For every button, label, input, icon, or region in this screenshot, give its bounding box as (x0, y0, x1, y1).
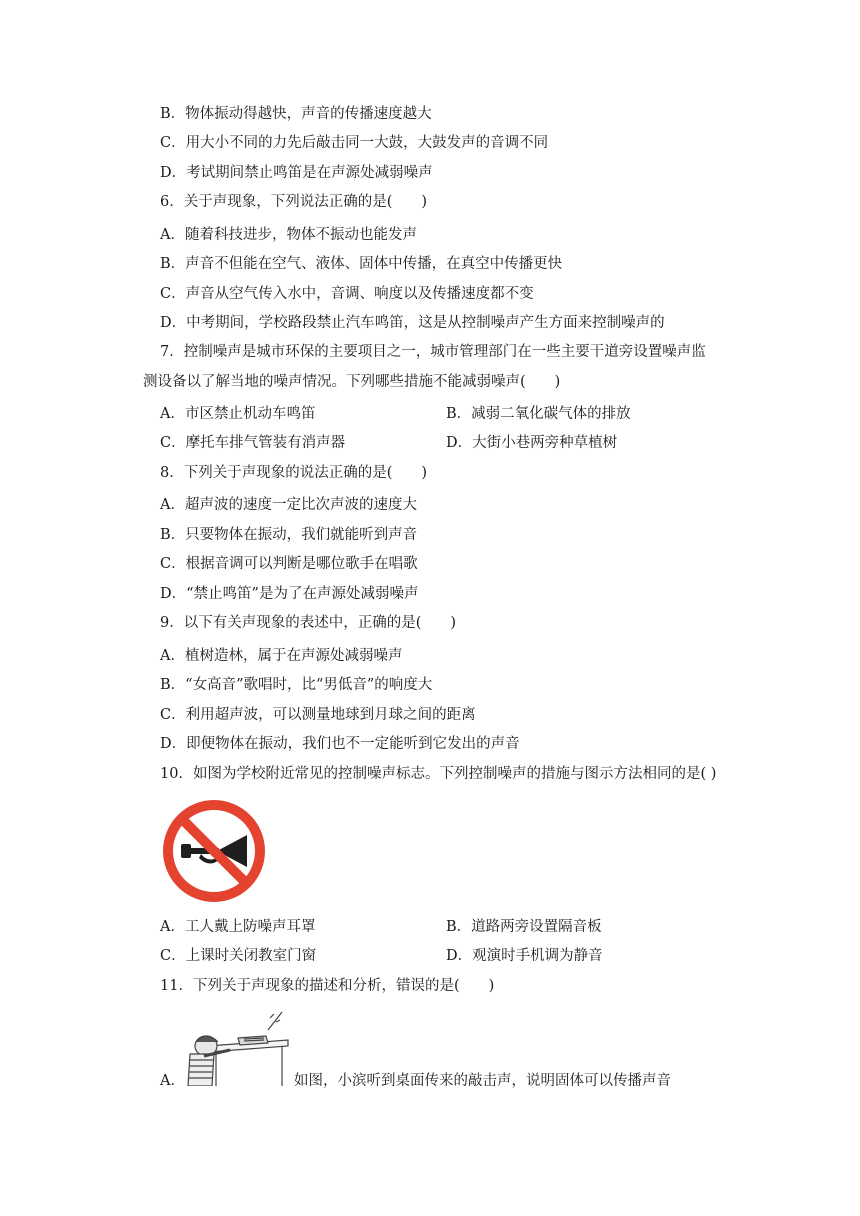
q7-option-c: C．摩托车排气管装有消声器 (160, 435, 346, 451)
q8-option-d: D．“禁止鸣笛”是为了在声源处减弱噪声 (160, 586, 419, 602)
q9-option-d: D．即便物体在振动，我们也不一定能听到它发出的声音 (160, 736, 520, 752)
question-11: 11．下列关于声现象的描述和分析，错误的是( ) (160, 978, 495, 994)
q11-option-a-label: A． (160, 1073, 185, 1089)
q6-option-c: C．声音从空气传入水中，音调、响度以及传播速度都不变 (160, 286, 534, 302)
q5-option-c: C．用大小不同的力先后敲击同一大鼓，大鼓发声的音调不同 (160, 135, 549, 151)
q10-option-a: A．工人戴上防噪声耳罩 (160, 919, 316, 935)
q9-option-b: B．“女高音”歌唱时，比“男低音”的响度大 (160, 677, 433, 693)
question-7: 7．控制噪声是城市环保的主要项目之一，城市管理部门在一些主要干道旁设置噪声监 (160, 344, 706, 360)
q10-option-b: B．道路两旁设置隔音板 (446, 919, 602, 935)
q6-option-a: A．随着科技进步，物体不振动也能发声 (160, 227, 417, 243)
q10-option-d: D．观演时手机调为静音 (446, 948, 603, 964)
q8-option-b: B．只要物体在振动，我们就能听到声音 (160, 527, 418, 543)
question-6: 6．关于声现象，下列说法正确的是( ) (160, 194, 428, 210)
no-honking-sign-icon (161, 797, 267, 905)
q8-option-a: A．超声波的速度一定比次声波的速度大 (160, 497, 417, 513)
q7-option-a: A．市区禁止机动车鸣笛 (160, 406, 316, 422)
q7-option-b: B．减弱二氧化碳气体的排放 (446, 406, 631, 422)
question-8: 8．下列关于声现象的说法正确的是( ) (160, 465, 428, 481)
q11-option-a: 如图，小滨听到桌面传来的敲击声，说明固体可以传播声音 (294, 1073, 671, 1089)
q9-option-c: C．利用超声波，可以测量地球到月球之间的距离 (160, 707, 476, 723)
question-7-continued: 测设备以了解当地的噪声情况。下列哪些措施不能减弱噪声( ) (143, 374, 561, 390)
q5-option-d: D．考试期间禁止鸣笛是在声源处减弱噪声 (160, 165, 433, 181)
q9-option-a: A．植树造林，属于在声源处减弱噪声 (160, 648, 403, 664)
q6-option-b: B．声音不但能在空气、液体、固体中传播，在真空中传播更快 (160, 256, 563, 272)
q8-option-c: C．根据音调可以判断是哪位歌手在唱歌 (160, 556, 418, 572)
q6-option-d: D．中考期间，学校路段禁止汽车鸣笛，这是从控制噪声产生方面来控制噪声的 (160, 315, 665, 331)
q5-option-b: B．物体振动得越快，声音的传播速度越大 (160, 106, 432, 122)
q10-option-c: C．上课时关闭教室门窗 (160, 948, 317, 964)
boy-at-desk-sketch-icon (186, 1010, 290, 1086)
question-9: 9．以下有关声现象的表述中，正确的是( ) (160, 615, 457, 631)
question-10: 10．如图为学校附近常见的控制噪声标志。下列控制噪声的措施与图示方法相同的是( ) (160, 766, 717, 782)
q7-option-d: D．大街小巷两旁种草植树 (446, 435, 618, 451)
